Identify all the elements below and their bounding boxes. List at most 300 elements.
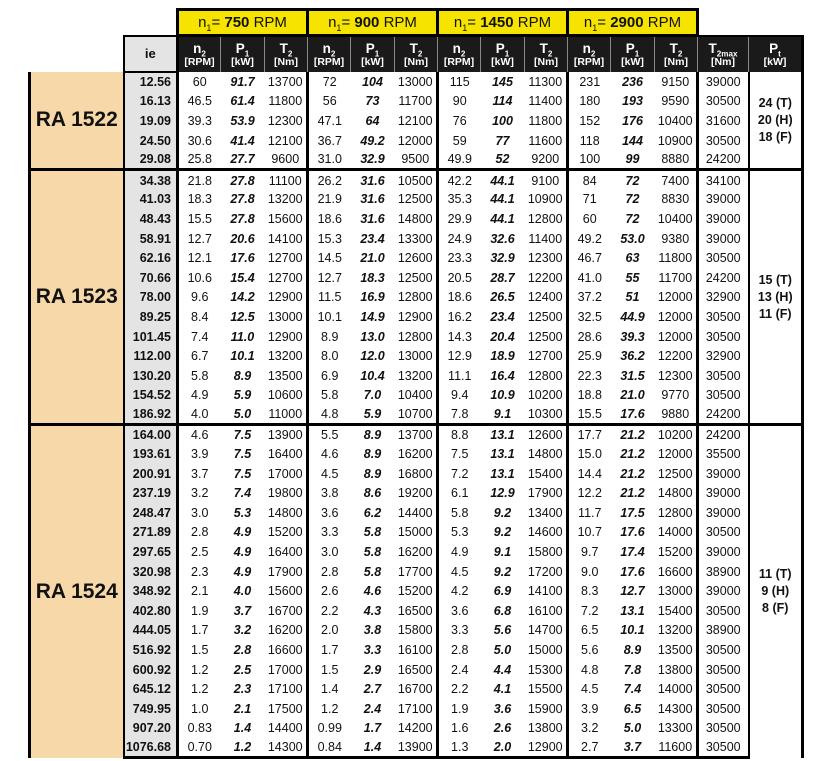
col-header-n2: $n_2$ [RPM]	[308, 36, 351, 73]
t2-value: 12900	[267, 290, 303, 305]
p1-value: 3.7	[233, 603, 252, 618]
thermal-power-value: 11 (T) 9 (H) 8 (F)	[749, 425, 803, 758]
n2-value: 1.2	[178, 660, 221, 680]
n2-value: 1.5	[178, 640, 221, 660]
p1-value: 5.8	[363, 525, 382, 540]
t2-value: 15800	[397, 623, 433, 638]
t2max-value: 24200	[698, 150, 749, 170]
p1-value: 5.3	[233, 505, 252, 520]
t2-value: 12900	[525, 738, 568, 758]
p1-value: 18.3	[360, 270, 385, 285]
t2max-value: 39000	[698, 190, 749, 210]
p1-value: 17.6	[620, 525, 645, 540]
n2-value: 1.6	[438, 719, 481, 739]
ratio-value: 645.12	[124, 679, 178, 699]
t2-value: 15400	[527, 466, 563, 481]
p1-value: 16.9	[360, 290, 385, 305]
n2-value: 2.8	[438, 640, 481, 660]
t2max-value: 24200	[698, 425, 749, 445]
n2-value: 90	[438, 92, 481, 112]
n2-value: 2.8	[308, 562, 351, 582]
n2-value: 10.6	[178, 268, 221, 288]
n2-value: 1.4	[308, 679, 351, 699]
t2max-value: 30500	[698, 248, 749, 268]
t2-value: 9590	[661, 94, 690, 109]
n2-value: 4.9	[178, 386, 221, 406]
thermal-power-value: 24 (T) 20 (H) 18 (F)	[749, 72, 803, 170]
p1-value: 17.6	[620, 564, 645, 579]
p1-value: 8.9	[233, 368, 252, 383]
ratio-value: 16.13	[124, 92, 178, 112]
p1-value: 52	[495, 152, 510, 167]
t2-value: 13200	[267, 349, 303, 364]
n2-value: 76	[438, 111, 481, 131]
ratio-value: 402.80	[124, 601, 178, 621]
t2-value: 12900	[397, 309, 433, 324]
t2-value: 14300	[265, 738, 308, 758]
n2-value: 2.1	[178, 581, 221, 601]
t2-value: 12800	[397, 329, 433, 344]
t2max-value: 39000	[698, 542, 749, 562]
p1-value: 13.1	[490, 447, 515, 462]
n2-value: 30.6	[178, 131, 221, 151]
p1-value: 13.1	[481, 425, 525, 445]
p1-value: 5.8	[363, 545, 382, 560]
p1-value: 32.9	[360, 152, 385, 167]
t2-value: 16600	[657, 564, 693, 579]
ratio-value: 70.66	[124, 268, 178, 288]
n2-value: 15.3	[308, 229, 351, 249]
col-header-n2: $n_2$ [RPM]	[568, 36, 611, 73]
t2-value: 13500	[267, 368, 303, 383]
n2-value: 152	[568, 111, 611, 131]
t2-value: 10700	[397, 407, 433, 422]
t2max-value: 39000	[698, 229, 749, 249]
p1-value: 31.6	[351, 170, 395, 190]
col-header-pt: $P_t$ [kW]	[749, 36, 803, 73]
p1-value: 236	[622, 74, 643, 89]
n2-value: 3.7	[178, 464, 221, 484]
p1-value: 3.3	[363, 643, 382, 658]
n2-value: 49.9	[438, 150, 481, 170]
t2-value: 14000	[657, 682, 693, 697]
p1-value: 100	[492, 113, 513, 128]
t2max-value: 34100	[698, 170, 749, 190]
p1-value: 49.2	[360, 133, 385, 148]
p1-value: 44.1	[490, 192, 515, 207]
p1-value: 10.4	[360, 368, 385, 383]
t2-value: 13300	[657, 721, 693, 736]
p1-value: 4.9	[233, 545, 252, 560]
p1-value: 5.9	[363, 407, 382, 422]
p1-value: 64	[365, 113, 380, 128]
t2max-value: 30500	[698, 679, 749, 699]
n2-value: 3.6	[438, 601, 481, 621]
t2-value: 9770	[661, 388, 690, 403]
t2-value: 17000	[267, 662, 303, 677]
t2-value: 13700	[267, 74, 303, 89]
n2-value: 12.7	[308, 268, 351, 288]
n2-value: 12.1	[178, 248, 221, 268]
n2-value: 71	[568, 190, 611, 210]
n2-value: 118	[568, 131, 611, 151]
t2-value: 14800	[657, 486, 693, 501]
t2-value: 13900	[395, 738, 438, 758]
t2-value: 14800	[527, 447, 563, 462]
n2-value: 4.2	[438, 581, 481, 601]
p1-value: 2.9	[363, 662, 382, 677]
n2-value: 12.7	[178, 229, 221, 249]
p1-value: 12.0	[360, 349, 385, 364]
p1-value: 114	[492, 94, 513, 109]
t2-value: 9880	[661, 407, 690, 422]
p1-value: 23.4	[360, 231, 385, 246]
n2-value: 1.7	[308, 640, 351, 660]
t2-value: 11000	[268, 407, 303, 422]
t2max-value: 38900	[698, 562, 749, 582]
n2-value: 21.9	[308, 190, 351, 210]
n2-value: 4.5	[568, 679, 611, 699]
p1-value: 39.3	[620, 329, 645, 344]
p1-value: 5.0	[233, 407, 252, 422]
p1-value: 18.9	[490, 349, 515, 364]
t2max-value: 30500	[698, 131, 749, 151]
t2-value: 10200	[527, 388, 563, 403]
n2-value: 59	[438, 131, 481, 151]
t2-value: 16200	[267, 623, 303, 638]
ratio-column-header: ie	[124, 36, 178, 73]
t2-value: 12000	[657, 309, 693, 324]
p1-value: 31.5	[620, 368, 645, 383]
n2-value: 6.9	[308, 366, 351, 386]
t2max-value: 32900	[698, 346, 749, 366]
t2-value: 13000	[267, 309, 303, 324]
n2-value: 72	[308, 72, 351, 92]
t2-value: 12900	[267, 329, 303, 344]
n2-value: 3.0	[178, 503, 221, 523]
n2-value: 3.6	[308, 503, 351, 523]
n2-value: 32.5	[568, 307, 611, 327]
n2-value: 14.5	[308, 248, 351, 268]
t2-value: 12500	[657, 466, 693, 481]
t2-value: 10400	[657, 211, 693, 226]
t2-value: 17100	[267, 682, 303, 697]
t2-value: 13500	[657, 643, 693, 658]
n2-value: 6.1	[438, 483, 481, 503]
t2-value: 13200	[397, 368, 433, 383]
n2-value: 37.2	[568, 288, 611, 308]
t2max-value: 38900	[698, 621, 749, 641]
t2-value: 12000	[657, 329, 693, 344]
t2-value: 11400	[528, 231, 563, 246]
n2-value: 231	[568, 72, 611, 92]
t2-value: 17500	[267, 701, 303, 716]
t2max-value: 39000	[698, 503, 749, 523]
t2-value: 12100	[267, 133, 303, 148]
p1-value: 4.9	[233, 525, 252, 540]
n2-value: 46.5	[178, 92, 221, 112]
p1-value: 1.7	[363, 721, 382, 736]
n2-value: 41.0	[568, 268, 611, 288]
t2-value: 9100	[525, 170, 568, 190]
p1-value: 27.8	[221, 170, 265, 190]
ratio-value: 62.16	[124, 248, 178, 268]
t2-value: 12300	[527, 251, 563, 266]
ratio-value: 749.95	[124, 699, 178, 719]
p1-value: 53.9	[230, 113, 255, 128]
p1-value: 12.9	[490, 486, 515, 501]
n2-value: 0.70	[178, 738, 221, 758]
n2-value: 14.3	[438, 327, 481, 347]
t2-value: 15600	[267, 211, 303, 226]
p1-value: 193	[622, 94, 643, 109]
n2-value: 6.5	[568, 621, 611, 641]
t2max-value: 30500	[698, 327, 749, 347]
t2max-value: 39000	[698, 464, 749, 484]
p1-value: 9.2	[493, 564, 512, 579]
col-header-t2: $T_2$ [Nm]	[395, 36, 438, 73]
n2-value: 7.2	[438, 464, 481, 484]
t2-value: 12800	[397, 290, 433, 305]
t2-value: 14300	[657, 701, 693, 716]
t2-value: 13000	[657, 584, 693, 599]
n2-value: 22.3	[568, 366, 611, 386]
t2-value: 16400	[267, 545, 303, 560]
n2-value: 2.0	[308, 621, 351, 641]
p1-value: 20.4	[490, 329, 515, 344]
t2-value: 12200	[657, 349, 693, 364]
t2-value: 11800	[528, 113, 563, 128]
p1-value: 44.9	[620, 309, 645, 324]
t2-value: 13000	[397, 349, 433, 364]
ratio-value: 237.19	[124, 483, 178, 503]
ratio-value: 12.56	[124, 72, 178, 92]
col-header-t2max: $T_{2max}$ [Nm]	[698, 36, 749, 73]
t2-value: 10500	[395, 170, 438, 190]
t2-value: 16600	[267, 643, 303, 658]
t2-value: 9380	[661, 231, 690, 246]
n2-value: 10.7	[568, 523, 611, 543]
p1-value: 7.8	[623, 662, 642, 677]
p1-value: 7.5	[233, 447, 252, 462]
t2-value: 14100	[527, 584, 563, 599]
ratio-value: 34.38	[124, 170, 178, 190]
p1-value: 104	[362, 74, 383, 89]
t2max-value: 30500	[698, 699, 749, 719]
ratio-value: 29.08	[124, 150, 178, 170]
p1-value: 8.9	[363, 447, 382, 462]
ratio-value: 1076.68	[124, 738, 178, 758]
p1-value: 3.6	[493, 701, 512, 716]
p1-value: 4.6	[363, 584, 382, 599]
p1-value: 10.1	[230, 349, 255, 364]
p1-value: 1.4	[351, 738, 395, 758]
n2-value: 4.6	[178, 425, 221, 445]
ratio-value: 130.20	[124, 366, 178, 386]
n2-value: 18.3	[178, 190, 221, 210]
n2-value: 5.8	[308, 386, 351, 406]
t2-value: 15200	[267, 525, 303, 540]
n2-value: 3.8	[308, 483, 351, 503]
n2-value: 60	[178, 72, 221, 92]
t2-value: 9200	[531, 152, 560, 167]
t2-value: 16500	[397, 603, 433, 618]
t2max-value: 30500	[698, 523, 749, 543]
t2-value: 13800	[657, 662, 693, 677]
t2-value: 14200	[397, 721, 433, 736]
t2-value: 10600	[267, 388, 303, 403]
t2-value: 11400	[528, 94, 563, 109]
p1-value: 9.1	[493, 545, 512, 560]
t2-value: 12500	[527, 309, 563, 324]
n2-value: 2.3	[178, 562, 221, 582]
n2-value: 4.9	[438, 542, 481, 562]
p1-value: 6.9	[493, 584, 512, 599]
ratio-value: 271.89	[124, 523, 178, 543]
n2-value: 3.9	[178, 444, 221, 464]
ratio-value: 444.05	[124, 621, 178, 641]
n2-value: 100	[568, 150, 611, 170]
n2-value: 2.5	[178, 542, 221, 562]
n2-value: 21.8	[178, 170, 221, 190]
p1-value: 5.0	[623, 721, 642, 736]
n2-value: 2.2	[438, 679, 481, 699]
n2-value: 26.2	[308, 170, 351, 190]
p1-value: 28.7	[490, 270, 515, 285]
n2-value: 4.6	[308, 444, 351, 464]
p1-value: 12.7	[620, 584, 645, 599]
t2-value: 13700	[395, 425, 438, 445]
p1-value: 7.4	[623, 682, 642, 697]
p1-value: 21.0	[620, 388, 645, 403]
t2-value: 17200	[527, 564, 563, 579]
n2-value: 115	[438, 72, 481, 92]
p1-value: 11.0	[230, 329, 255, 344]
t2-value: 15000	[527, 643, 563, 658]
corner-blank-left	[30, 10, 178, 36]
t2-value: 12400	[527, 290, 563, 305]
t2-value: 13200	[657, 623, 693, 638]
p1-value: 17.6	[620, 407, 645, 422]
p1-value: 31.6	[360, 192, 385, 207]
n2-value: 60	[568, 209, 611, 229]
p1-value: 2.3	[233, 682, 252, 697]
n2-value: 1.9	[178, 601, 221, 621]
p1-value: 32.6	[490, 231, 515, 246]
p1-value: 8.6	[363, 486, 382, 501]
p1-value: 8.9	[351, 425, 395, 445]
t2-value: 12300	[657, 368, 693, 383]
n2-value: 15.0	[568, 444, 611, 464]
t2max-value: 24200	[698, 268, 749, 288]
model-label: RA 1524	[30, 425, 124, 758]
p1-value: 3.7	[611, 738, 655, 758]
p1-value: 72	[625, 211, 640, 226]
n2-value: 11.7	[568, 503, 611, 523]
t2-value: 7400	[655, 170, 698, 190]
n2-value: 2.4	[438, 660, 481, 680]
p1-value: 44.1	[481, 170, 525, 190]
n2-value: 25.9	[568, 346, 611, 366]
p1-value: 99	[625, 152, 640, 167]
t2-value: 11800	[268, 94, 303, 109]
ratio-value: 297.65	[124, 542, 178, 562]
n2-value: 20.5	[438, 268, 481, 288]
n2-value: 49.2	[568, 229, 611, 249]
n2-value: 12.9	[438, 346, 481, 366]
t2-value: 12800	[657, 505, 693, 520]
t2-value: 12600	[525, 425, 568, 445]
t2max-value: 30500	[698, 307, 749, 327]
n2-value: 9.0	[568, 562, 611, 582]
ratio-value: 154.52	[124, 386, 178, 406]
n2-value: 36.7	[308, 131, 351, 151]
t2-value: 13200	[267, 192, 303, 207]
p1-value: 4.9	[233, 564, 252, 579]
p1-value: 51	[625, 290, 640, 305]
n2-value: 29.9	[438, 209, 481, 229]
ratio-value: 320.98	[124, 562, 178, 582]
n2-value: 39.3	[178, 111, 221, 131]
p1-value: 32.9	[490, 251, 515, 266]
n2-value: 11.5	[308, 288, 351, 308]
t2-value: 11800	[658, 251, 693, 266]
n2-value: 1.9	[438, 699, 481, 719]
p1-value: 2.4	[363, 701, 382, 716]
p1-value: 3.8	[363, 623, 382, 638]
n2-value: 8.8	[438, 425, 481, 445]
n2-value: 23.3	[438, 248, 481, 268]
n2-value: 5.8	[178, 366, 221, 386]
p1-value: 7.5	[221, 425, 265, 445]
n2-value: 8.4	[178, 307, 221, 327]
n2-value: 4.5	[438, 562, 481, 582]
p1-value: 4.3	[363, 603, 382, 618]
t2max-value: 30500	[698, 738, 749, 758]
model-label: RA 1523	[30, 170, 124, 425]
p1-value: 44.1	[490, 211, 515, 226]
t2-value: 17900	[267, 564, 303, 579]
p1-value: 176	[622, 113, 643, 128]
ratio-value: 200.91	[124, 464, 178, 484]
p1-value: 2.6	[493, 721, 512, 736]
t2-value: 16100	[397, 643, 433, 658]
p1-value: 13.1	[490, 466, 515, 481]
ratio-value: 58.91	[124, 229, 178, 249]
n2-value: 14.4	[568, 464, 611, 484]
p1-value: 26.5	[490, 290, 515, 305]
n2-value: 47.1	[308, 111, 351, 131]
ratio-value: 193.61	[124, 444, 178, 464]
p1-value: 16.4	[490, 368, 515, 383]
t2-value: 16400	[267, 447, 303, 462]
p1-value: 15.4	[230, 270, 255, 285]
p1-value: 55	[625, 270, 640, 285]
p1-value: 5.9	[233, 388, 252, 403]
n2-value: 3.3	[308, 523, 351, 543]
t2-value: 14800	[267, 505, 303, 520]
p1-value: 4.0	[233, 584, 252, 599]
n2-value: 8.9	[308, 327, 351, 347]
p1-value: 12.5	[230, 309, 255, 324]
t2-value: 15400	[657, 603, 693, 618]
t2-value: 10400	[397, 388, 433, 403]
p1-value: 13.1	[620, 603, 645, 618]
t2-value: 12600	[397, 251, 433, 266]
n2-value: 7.4	[178, 327, 221, 347]
p1-value: 4.1	[493, 682, 512, 697]
p1-value: 36.2	[620, 349, 645, 364]
